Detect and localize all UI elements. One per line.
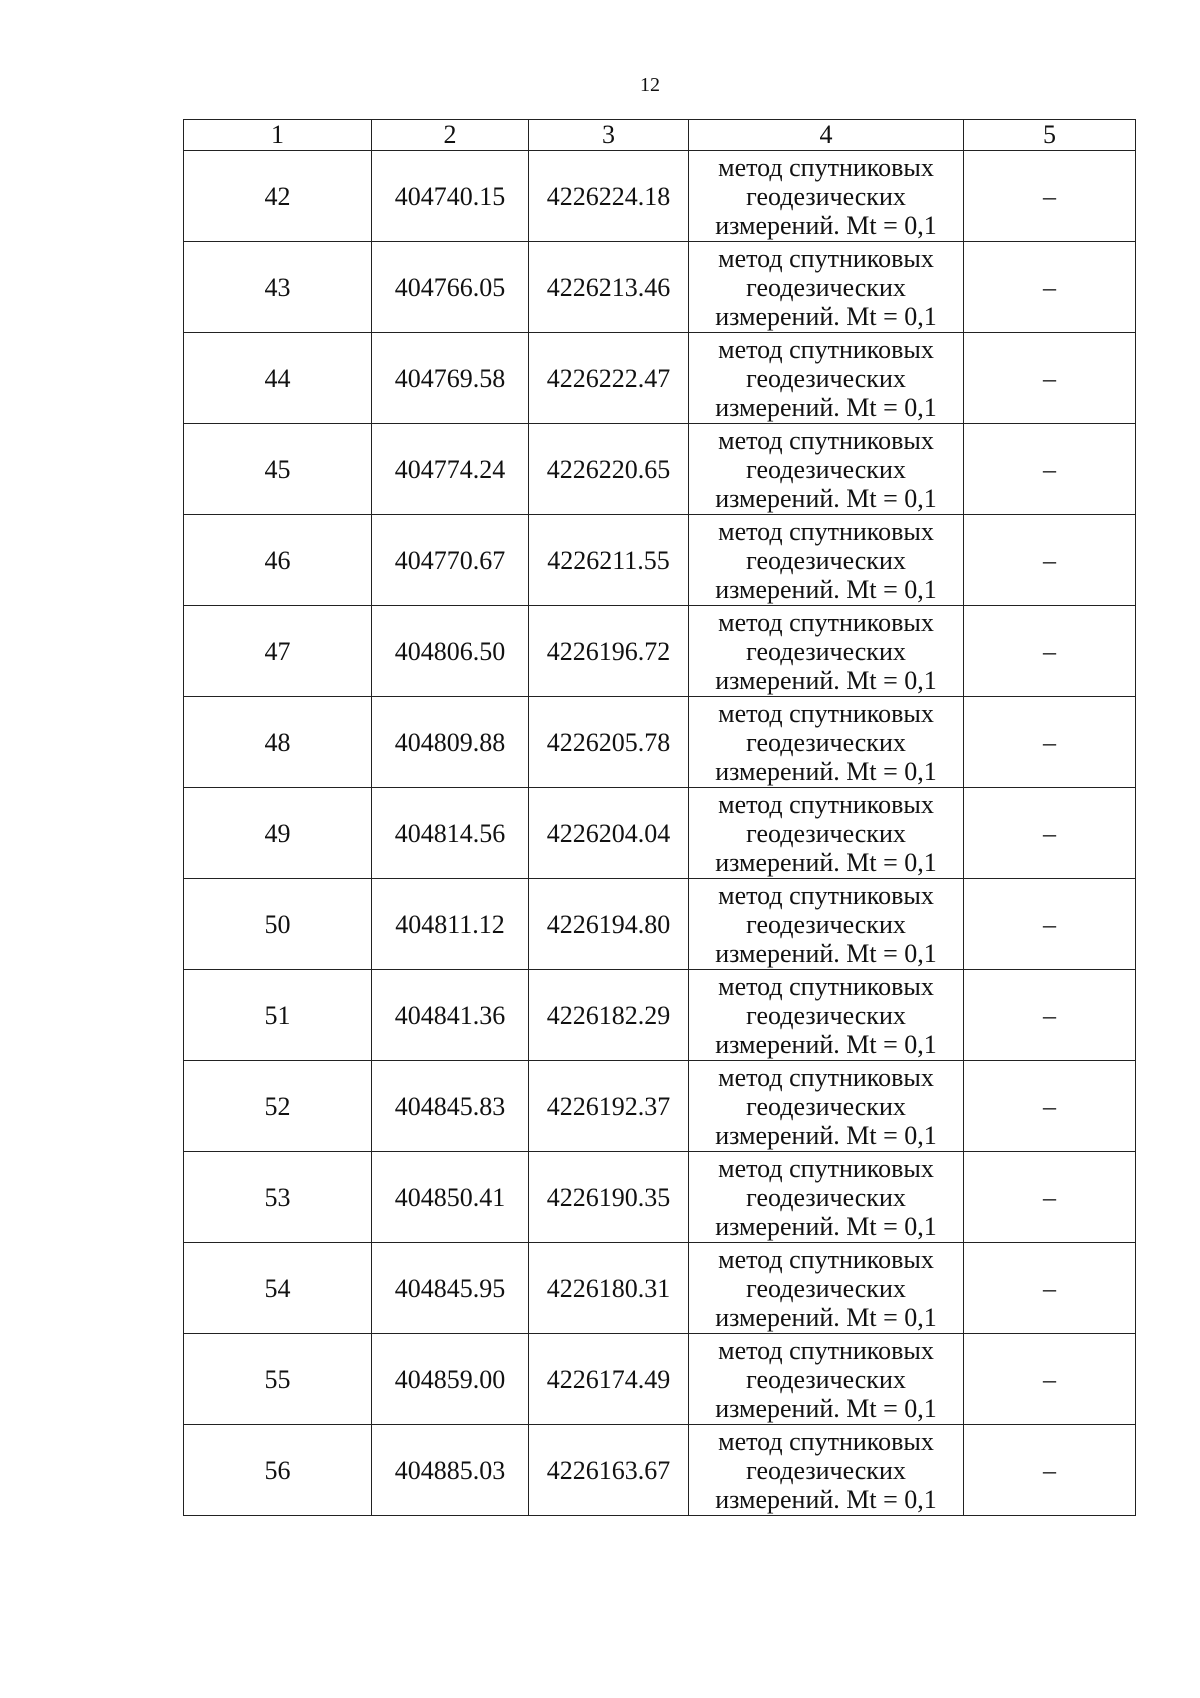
method-text: метод спутниковых геодезических измерений. Mt = 0,1 (715, 698, 937, 786)
x-coordinate-cell: 404811.12 (372, 879, 529, 970)
y-coordinate-cell: 4226192.37 (529, 1061, 689, 1152)
note-cell: – (964, 151, 1136, 242)
column-header-2: 2 (372, 120, 529, 151)
method-cell (689, 697, 964, 788)
y-coordinate-cell: 4226220.65 (529, 424, 689, 515)
method-text: метод спутниковых геодезических измерений. Mt = 0,1 (715, 880, 937, 968)
point-number-cell: 49 (184, 788, 372, 879)
column-header-5: 5 (964, 120, 1136, 151)
point-number-cell: 44 (184, 333, 372, 424)
point-number-cell: 54 (184, 1243, 372, 1334)
y-coordinate-cell: 4226180.31 (529, 1243, 689, 1334)
note-cell: – (964, 1152, 1136, 1243)
x-coordinate-cell: 404845.83 (372, 1061, 529, 1152)
y-coordinate-cell: 4226190.35 (529, 1152, 689, 1243)
x-coordinate-cell: 404850.41 (372, 1152, 529, 1243)
note-cell: – (964, 1334, 1136, 1425)
coordinates-table (183, 119, 1136, 1516)
column-header-4: 4 (689, 120, 964, 151)
x-coordinate-cell: 404740.15 (372, 151, 529, 242)
method-cell (689, 1152, 964, 1243)
table-header-row (184, 120, 1136, 151)
method-text: метод спутниковых геодезических измерений. Mt = 0,1 (715, 516, 937, 604)
x-coordinate-cell: 404841.36 (372, 970, 529, 1061)
method-text: метод спутниковых геодезических измерений. Mt = 0,1 (715, 152, 937, 240)
x-coordinate-cell: 404814.56 (372, 788, 529, 879)
method-cell (689, 424, 964, 515)
note-cell: – (964, 970, 1136, 1061)
x-coordinate-cell: 404774.24 (372, 424, 529, 515)
table-row (184, 879, 1136, 970)
method-cell (689, 1425, 964, 1516)
table-body (184, 151, 1136, 1516)
y-coordinate-cell: 4226211.55 (529, 515, 689, 606)
note-cell: – (964, 788, 1136, 879)
method-cell (689, 1061, 964, 1152)
note-cell: – (964, 697, 1136, 788)
table-row (184, 1243, 1136, 1334)
point-number-cell: 56 (184, 1425, 372, 1516)
point-number-cell: 43 (184, 242, 372, 333)
method-text: метод спутниковых геодезических измерений. Mt = 0,1 (715, 1426, 937, 1514)
table-row (184, 515, 1136, 606)
coordinates-table-container (183, 119, 1135, 1516)
x-coordinate-cell: 404845.95 (372, 1243, 529, 1334)
table-row (184, 1425, 1136, 1516)
table-row (184, 606, 1136, 697)
y-coordinate-cell: 4226213.46 (529, 242, 689, 333)
column-header-1: 1 (184, 120, 372, 151)
table-row (184, 1334, 1136, 1425)
method-text: метод спутниковых геодезических измерений. Mt = 0,1 (715, 1153, 937, 1241)
x-coordinate-cell: 404859.00 (372, 1334, 529, 1425)
y-coordinate-cell: 4226222.47 (529, 333, 689, 424)
point-number-cell: 47 (184, 606, 372, 697)
method-cell (689, 1334, 964, 1425)
method-cell (689, 333, 964, 424)
table-row (184, 1061, 1136, 1152)
point-number-cell: 46 (184, 515, 372, 606)
method-text: метод спутниковых геодезических измерений. Mt = 0,1 (715, 1062, 937, 1150)
x-coordinate-cell: 404766.05 (372, 242, 529, 333)
table-row (184, 970, 1136, 1061)
column-header-3: 3 (529, 120, 689, 151)
x-coordinate-cell: 404806.50 (372, 606, 529, 697)
note-cell: – (964, 424, 1136, 515)
method-text: метод спутниковых геодезических измерений. Mt = 0,1 (715, 607, 937, 695)
x-coordinate-cell: 404809.88 (372, 697, 529, 788)
table-row (184, 424, 1136, 515)
point-number-cell: 52 (184, 1061, 372, 1152)
method-cell (689, 606, 964, 697)
table-row (184, 242, 1136, 333)
point-number-cell: 51 (184, 970, 372, 1061)
y-coordinate-cell: 4226163.67 (529, 1425, 689, 1516)
y-coordinate-cell: 4226205.78 (529, 697, 689, 788)
note-cell: – (964, 1243, 1136, 1334)
x-coordinate-cell: 404769.58 (372, 333, 529, 424)
y-coordinate-cell: 4226204.04 (529, 788, 689, 879)
method-cell (689, 788, 964, 879)
y-coordinate-cell: 4226194.80 (529, 879, 689, 970)
y-coordinate-cell: 4226182.29 (529, 970, 689, 1061)
method-text: метод спутниковых геодезических измерений. Mt = 0,1 (715, 789, 937, 877)
method-cell (689, 879, 964, 970)
method-text: метод спутниковых геодезических измерений. Mt = 0,1 (715, 1335, 937, 1423)
method-text: метод спутниковых геодезических измерений. Mt = 0,1 (715, 243, 937, 331)
point-number-cell: 42 (184, 151, 372, 242)
note-cell: – (964, 1061, 1136, 1152)
note-cell: – (964, 242, 1136, 333)
method-text: метод спутниковых геодезических измерений. Mt = 0,1 (715, 334, 937, 422)
method-cell (689, 151, 964, 242)
method-cell (689, 242, 964, 333)
table-row (184, 151, 1136, 242)
note-cell: – (964, 515, 1136, 606)
table-row (184, 1152, 1136, 1243)
note-cell: – (964, 606, 1136, 697)
note-cell: – (964, 1425, 1136, 1516)
method-text: метод спутниковых геодезических измерений. Mt = 0,1 (715, 971, 937, 1059)
y-coordinate-cell: 4226224.18 (529, 151, 689, 242)
method-cell (689, 515, 964, 606)
method-text: метод спутниковых геодезических измерений. Mt = 0,1 (715, 425, 937, 513)
note-cell: – (964, 333, 1136, 424)
x-coordinate-cell: 404770.67 (372, 515, 529, 606)
note-cell: – (964, 879, 1136, 970)
method-text: метод спутниковых геодезических измерений. Mt = 0,1 (715, 1244, 937, 1332)
page-number: 12 (640, 74, 660, 96)
point-number-cell: 45 (184, 424, 372, 515)
y-coordinate-cell: 4226196.72 (529, 606, 689, 697)
method-cell (689, 970, 964, 1061)
table-row (184, 697, 1136, 788)
point-number-cell: 48 (184, 697, 372, 788)
y-coordinate-cell: 4226174.49 (529, 1334, 689, 1425)
point-number-cell: 50 (184, 879, 372, 970)
point-number-cell: 55 (184, 1334, 372, 1425)
point-number-cell: 53 (184, 1152, 372, 1243)
method-cell (689, 1243, 964, 1334)
table-row (184, 788, 1136, 879)
x-coordinate-cell: 404885.03 (372, 1425, 529, 1516)
table-row (184, 333, 1136, 424)
